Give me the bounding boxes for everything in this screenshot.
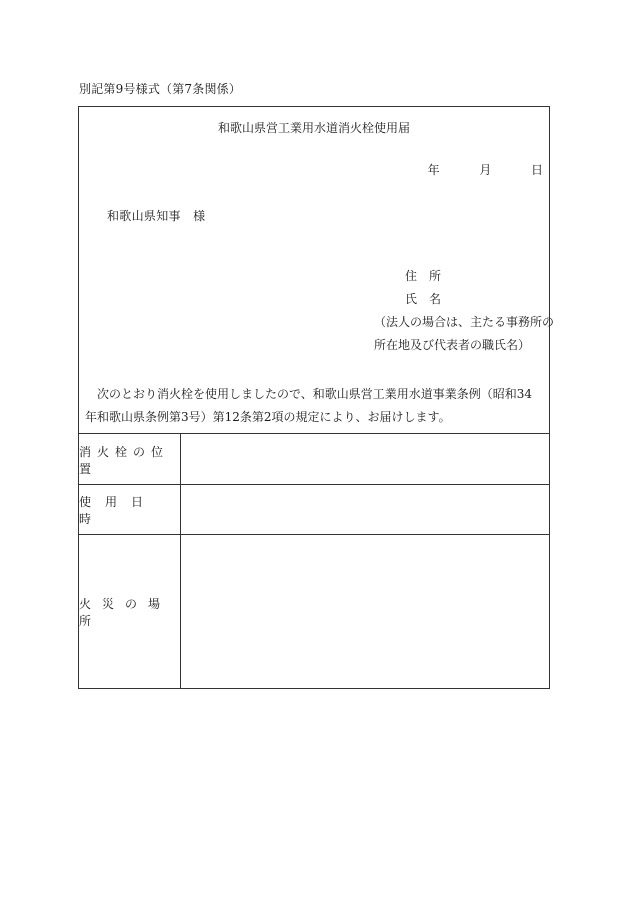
fire-location-field[interactable] [181, 535, 549, 688]
name-label: 氏 名 [405, 292, 442, 306]
form-title: 和歌山県営工業用水道消火栓使用届 [217, 121, 410, 135]
notification-body-text: 次のとおり消火栓を使用しましたので、和歌山県営工業用水道事業条例（昭和34年和歌山県条例第3号）第12条第2項の規定により、お届けします。 [85, 387, 533, 424]
corporation-note-line-2: 所在地及び代表者の職氏名） [374, 338, 531, 352]
address-label: 住 所 [405, 269, 442, 283]
hydrant-location-label: 消火栓の位置 [79, 434, 181, 485]
hydrant-location-field[interactable] [181, 434, 549, 485]
date-line [424, 161, 543, 178]
usage-datetime-field[interactable] [181, 485, 549, 535]
notification-form [78, 106, 555, 689]
table-row [79, 433, 549, 485]
usage-datetime-label: 使用日時 [79, 485, 181, 535]
table-row [79, 534, 549, 688]
addressee: 和歌山県知事 様 [107, 209, 206, 223]
date-month-label: 月 [479, 163, 492, 177]
corporation-note-line-1: （法人の場合は、主たる事務所の [374, 315, 555, 329]
date-day-label: 日 [530, 163, 543, 177]
date-year-label: 年 [427, 163, 440, 177]
form-reference: 別記第9号様式（第7条関係） [79, 82, 242, 96]
fire-location-label: 火災の場所 [79, 535, 181, 688]
table-row [79, 484, 549, 535]
